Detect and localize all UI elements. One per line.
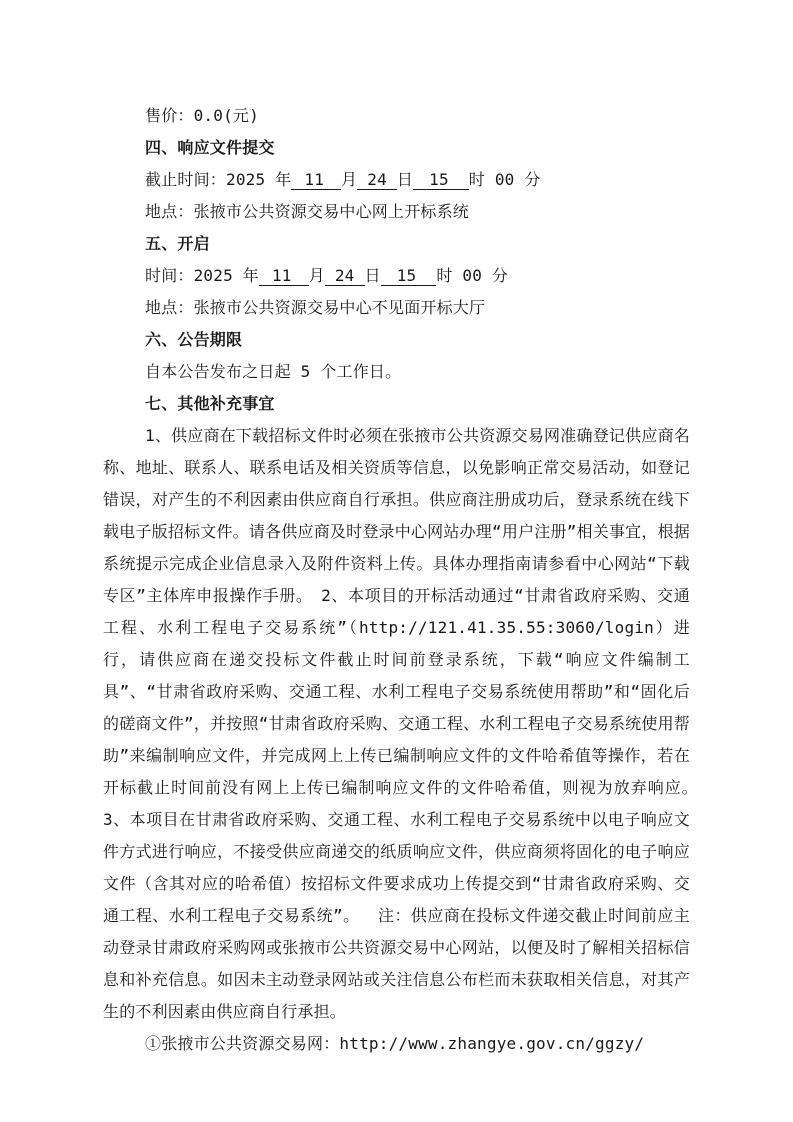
submission-deadline-line: [103, 164, 690, 196]
supplementary-paragraph: 1、供应商在下载招标文件时必须在张掖市公共资源交易网准确登记供应商名称、地址、联系人、联系电话及相关资质等信息，以免影响正常交易活动，如登记错误，对产生的不利因素由供应商自行承担。供应商注册成功后，登录系统在线下载电子版招标文件。请各供应商及时登录中心网站办理“用户注册”相关事宜，根据系统提示完成企业信息录入及附件资料上传。具体办理指南请参看中心网站“下载专区”主体库申报操作手册。 2、本项目的开标活动通过“甘肃省政府采购、交通工程、水利工程电子交易系统”（http://121.41.35.55:3060/login）进行，请供应商在递交投标文件截止时间前登录系统，下载“响应文件编制工具”、“甘肃省政府采购、交通工程、水利工程电子交易系统使用帮助”和“固化后的磋商文件”，并按照“甘肃省政府采购、交通工程、水利工程电子交易系统使用帮助”来编制响应文件，并完成网上上传已编制响应文件的文件哈希值等操作，若在开标截止时间前没有网上上传已编制响应文件的文件哈希值，则视为放弃响应。 3、本项目在甘肃省政府采购、交通工程、水利工程电子交易系统中以电子响应文件方式进行响应，不接受供应商递交的纸质响应文件，供应商须将固化的电子响应文件（含其对应的哈希值）按招标文件要求成功上传提交到“甘肃省政府采购、交通工程、水利工程电子交易系统”。 注：供应商在投标文件递交截止时间前应主动登录甘肃政府采购网或张掖市公共资源交易中心网站，以便及时了解相关招标信息和补充信息。如因未主动登录网站或关注信息公布栏而未获取相关信息，对其产生的不利因素由供应商自行承担。: [103, 426, 707, 1021]
deadline-day-label: 日: [396, 170, 414, 189]
opening-time-line: [103, 260, 690, 292]
opening-location-line: 地点：张掖市公共资源交易中心不见面开标大厅: [145, 298, 486, 317]
deadline-month-blank: 11: [291, 170, 341, 190]
deadline-prefix: 截止时间：2025 年: [145, 170, 292, 189]
announcement-period-line: 自本公告发布之日起 5 个工作日。: [145, 362, 402, 381]
section-6-heading: 六、公告期限: [145, 330, 243, 349]
footnote-line: ①张掖市公共资源交易网：http://www.zhangye.gov.cn/ggzy/: [145, 1034, 645, 1053]
section-5-heading: 五、开启: [145, 234, 210, 253]
submission-location-line: 地点：张掖市公共资源交易中心网上开标系统: [145, 202, 470, 221]
opening-hour-blank: 15: [381, 266, 437, 286]
opening-time-suffix: 时 00 分: [436, 266, 509, 285]
price-line: 售价：0.0(元): [145, 106, 259, 125]
deadline-month-label: 月: [341, 170, 358, 189]
opening-month-label: 月: [308, 266, 325, 285]
section-4-heading: 四、响应文件提交: [145, 138, 275, 157]
opening-month-blank: 11: [259, 266, 309, 286]
opening-time-prefix: 时间：2025 年: [145, 266, 259, 285]
deadline-day-blank: 24: [357, 170, 397, 190]
opening-day-label: 日: [364, 266, 381, 285]
section-7-heading: 七、其他补充事宜: [145, 394, 275, 413]
deadline-suffix: 时 00 分: [468, 170, 541, 189]
opening-day-blank: 24: [325, 266, 365, 286]
deadline-hour-blank: 15: [413, 170, 469, 190]
